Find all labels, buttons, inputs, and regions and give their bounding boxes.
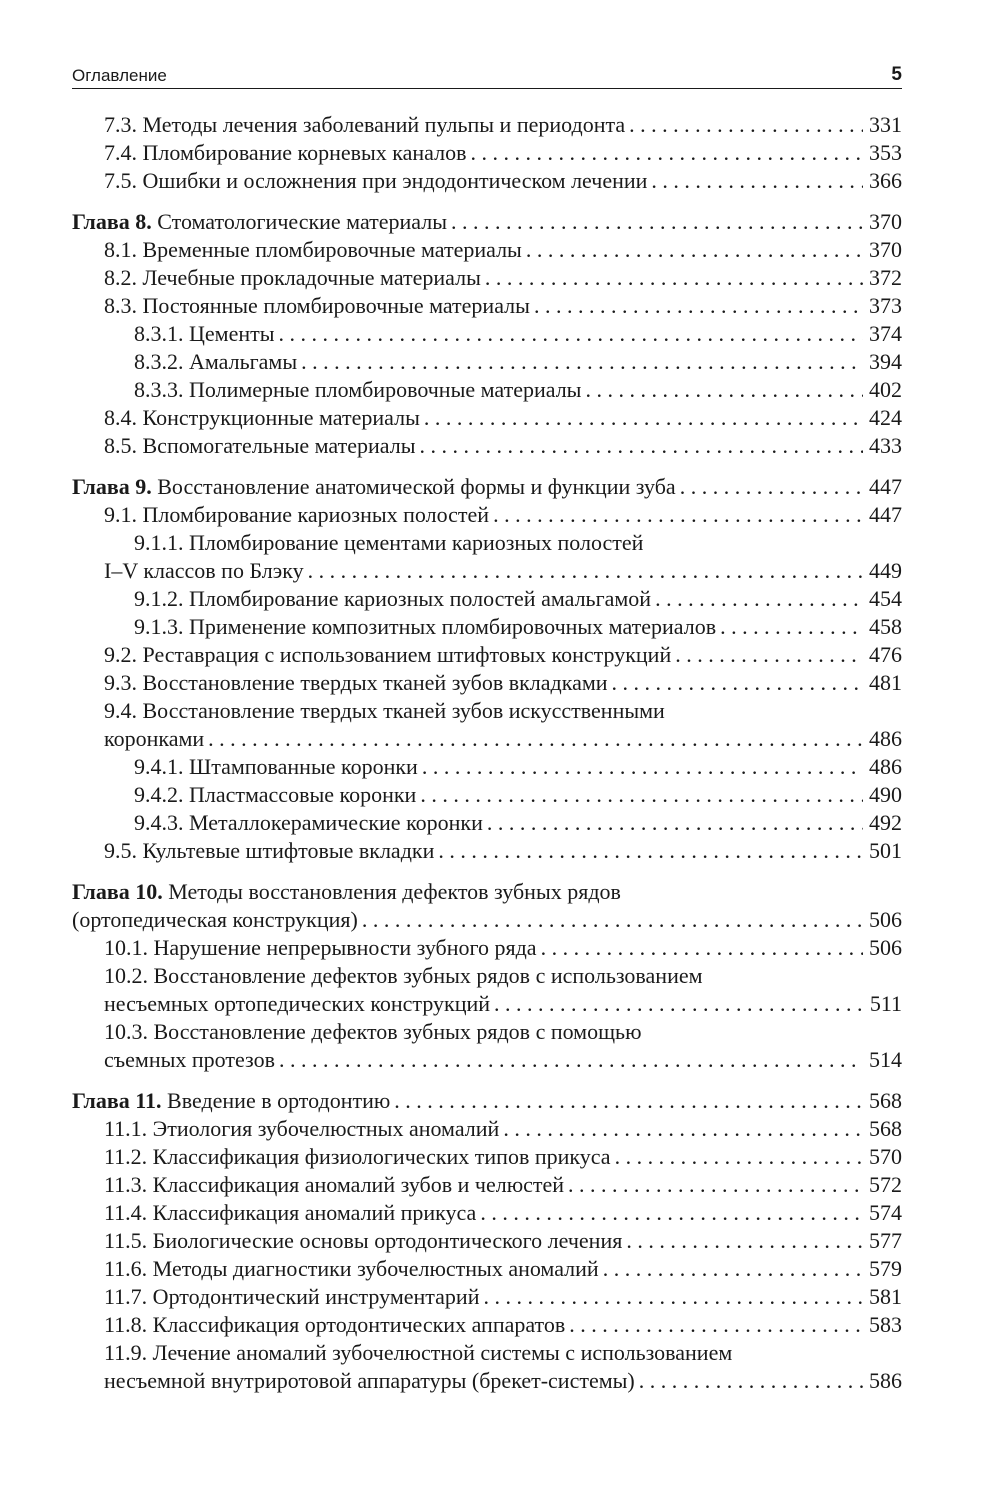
entry-page: 583 (869, 1312, 902, 1337)
entry-page: 366 (869, 168, 902, 193)
toc-entry[interactable] (72, 1171, 902, 1199)
entry-title: 8.5. Вспомогательные материалы (104, 433, 416, 458)
entry-title: 9.4.2. Пластмассовые коронки (134, 782, 417, 807)
entry-page: 424 (869, 405, 902, 430)
entry-page: 486 (869, 754, 902, 779)
entry-page: 586 (869, 1368, 902, 1393)
toc-chapter-entry[interactable] (72, 906, 902, 934)
toc-entry[interactable] (72, 557, 902, 585)
dot-leader (615, 1143, 863, 1171)
dot-leader (279, 1046, 863, 1074)
entry-title: 9.1.2. Пломбирование кариозных полостей амальгамой (134, 586, 652, 611)
entry-page: 402 (869, 377, 902, 402)
entry-title: 8.2. Лечебные прокладочные материалы (104, 265, 481, 290)
dot-leader (629, 111, 863, 139)
toc-entry[interactable] (72, 1046, 902, 1074)
entry-page: 568 (869, 1116, 902, 1141)
entry-page: 506 (869, 907, 902, 932)
entry-page: 394 (869, 349, 902, 374)
entry-title: 8.3.2. Амальгамы (134, 349, 298, 374)
toc-entry[interactable] (72, 669, 902, 697)
book-page (72, 60, 902, 1395)
entry-title: 9.1.3. Применение композитных пломбировочных материалов (134, 614, 717, 639)
toc-entry[interactable] (72, 585, 902, 613)
entry-page: 373 (869, 293, 902, 318)
entry-title: 8.3.3. Полимерные пломбировочные материалы (134, 377, 582, 402)
toc-entry[interactable] (72, 1283, 902, 1311)
dot-leader (541, 934, 863, 962)
toc-group-chapter-7 (72, 111, 902, 195)
toc-entry[interactable] (72, 753, 902, 781)
dot-leader (526, 236, 863, 264)
entry-title-line[interactable]: 10.2. Восстановление дефектов зубных рядов с использованием (104, 963, 703, 988)
toc-entry[interactable] (72, 837, 902, 865)
toc-entry[interactable] (72, 1227, 902, 1255)
entry-page: 501 (869, 838, 902, 863)
entry-page: 449 (869, 558, 902, 583)
dot-leader (483, 1283, 863, 1311)
entry-page: 454 (869, 586, 902, 611)
entry-title: 9.3. Восстановление твердых тканей зубов вкладками (104, 670, 608, 695)
entry-page: 572 (869, 1172, 902, 1197)
toc-entry[interactable] (72, 613, 902, 641)
entry-title: 7.3. Методы лечения заболеваний пульпы и периодонта (104, 112, 626, 137)
entry-title: съемных протезов (104, 1047, 275, 1072)
dot-leader (626, 1227, 863, 1255)
dot-leader (419, 432, 863, 460)
dot-leader (208, 725, 863, 753)
entry-page: 476 (869, 642, 902, 667)
toc-entry[interactable] (72, 167, 902, 195)
chapter-label: Глава 8. (72, 209, 152, 234)
toc-entry[interactable] (72, 781, 902, 809)
entry-title: 11.4. Классификация аномалий прикуса (104, 1200, 477, 1225)
dot-leader (675, 641, 863, 669)
chapter-label: Глава 11. (72, 1088, 162, 1113)
dot-leader (308, 557, 863, 585)
toc-entry[interactable] (72, 1255, 902, 1283)
entry-page: 506 (869, 935, 902, 960)
chapter-title: Восстановление анатомической формы и функции зуба (157, 474, 676, 499)
entry-title-line[interactable]: 9.4. Восстановление твердых тканей зубов искусственными (104, 698, 665, 723)
entry-title: 9.1. Пломбирование кариозных полостей (104, 502, 490, 527)
entry-page: 490 (869, 782, 902, 807)
entry-page: 568 (869, 1088, 902, 1113)
toc-entry[interactable] (72, 1311, 902, 1339)
entry-title: несъемной внутриротовой аппаратуры (брекет-системы) (104, 1368, 635, 1393)
chapter-title: Стоматологические материалы (157, 209, 448, 234)
chapter-heading (72, 1087, 390, 1115)
toc-entry[interactable] (72, 990, 902, 1018)
entry-page: 370 (869, 237, 902, 262)
entry-page: 374 (869, 321, 902, 346)
dot-leader (422, 753, 863, 781)
entry-title: I–V классов по Блэку (104, 558, 304, 583)
dot-leader (494, 990, 864, 1018)
chapter-label: Глава 9. (72, 474, 152, 499)
dot-leader (569, 1311, 863, 1339)
entry-page: 574 (869, 1200, 902, 1225)
entry-page: 570 (869, 1144, 902, 1169)
entry-title: 9.2. Реставрация с использованием штифтовых конструкций (104, 642, 672, 667)
toc-entry[interactable] (72, 934, 902, 962)
dot-leader (424, 404, 863, 432)
dot-leader (503, 1115, 863, 1143)
entry-title: 11.2. Классификация физиологических типов прикуса (104, 1144, 611, 1169)
entry-title-line[interactable]: 9.1.1. Пломбирование цементами кариозных полостей (134, 530, 644, 555)
toc-chapter-entry[interactable] (72, 1087, 902, 1115)
toc-entry[interactable] (72, 1115, 902, 1143)
toc-chapter-entry[interactable] (72, 208, 902, 236)
entry-page: 372 (869, 265, 902, 290)
dot-leader (612, 669, 863, 697)
chapter-title: Методы восстановления дефектов зубных рядов (168, 879, 621, 904)
entry-title: 8.1. Временные пломбировочные материалы (104, 237, 522, 262)
dot-leader (301, 348, 863, 376)
chapter-title-continuation: (ортопедическая конструкция) (72, 907, 358, 932)
entry-title: 10.1. Нарушение непрерывности зубного ряда (104, 935, 537, 960)
dot-leader (568, 1171, 863, 1199)
entry-page: 492 (869, 810, 902, 835)
toc-group-chapter-10 (72, 878, 902, 1074)
toc-entry[interactable] (72, 236, 902, 264)
dot-leader (362, 906, 863, 934)
entry-page: 370 (869, 209, 902, 234)
entry-page: 458 (869, 614, 902, 639)
toc-entry[interactable] (72, 809, 902, 837)
dot-leader (451, 208, 863, 236)
entry-title: 8.3.1. Цементы (134, 321, 275, 346)
dot-leader (655, 585, 863, 613)
entry-title: 11.1. Этиология зубочелюстных аномалий (104, 1116, 500, 1141)
toc-entry[interactable] (72, 501, 902, 529)
toc-group-chapter-8 (72, 208, 902, 460)
toc-group-chapter-9 (72, 473, 902, 865)
entry-page: 447 (869, 474, 902, 499)
chapter-title: Введение в ортодонтию (167, 1088, 391, 1113)
entry-title: 11.7. Ортодонтический инструментарий (104, 1284, 480, 1309)
toc-group-chapter-11 (72, 1087, 902, 1395)
dot-leader (394, 1087, 863, 1115)
entry-title: 7.4. Пломбирование корневых каналов (104, 140, 467, 165)
entry-page: 581 (869, 1284, 902, 1309)
dot-leader (493, 501, 863, 529)
chapter-label: Глава 10. (72, 879, 163, 904)
entry-title-line[interactable]: 11.9. Лечение аномалий зубочелюстной системы с использованием (104, 1340, 733, 1365)
toc-entry[interactable] (72, 348, 902, 376)
running-header (72, 60, 902, 89)
entry-page: 579 (869, 1256, 902, 1281)
entry-page: 481 (869, 670, 902, 695)
entry-title: 7.5. Ошибки и осложнения при эндодонтическом лечении (104, 168, 648, 193)
entry-title: 9.5. Культевые штифтовые вкладки (104, 838, 435, 863)
dot-leader (639, 1367, 863, 1395)
dot-leader (279, 320, 863, 348)
dot-leader (485, 264, 863, 292)
toc-entry[interactable] (72, 320, 902, 348)
dot-leader (471, 139, 863, 167)
entry-title: 11.6. Методы диагностики зубочелюстных аномалий (104, 1256, 599, 1281)
dot-leader (438, 837, 863, 865)
toc-entry[interactable] (72, 1143, 902, 1171)
toc-chapter-entry[interactable] (72, 473, 902, 501)
entry-title: несъемных ортопедических конструкций (104, 991, 491, 1016)
chapter-heading-line[interactable] (72, 878, 902, 906)
toc-entry[interactable] (72, 376, 902, 404)
toc-entry[interactable] (72, 139, 902, 167)
page-number: 5 (891, 64, 902, 85)
entry-page: 514 (869, 1047, 902, 1072)
dot-leader (585, 376, 863, 404)
section-title: Оглавление (72, 66, 167, 85)
dot-leader (603, 1255, 863, 1283)
entry-title: 11.5. Биологические основы ортодонтического лечения (104, 1228, 623, 1253)
toc-entry[interactable] (72, 725, 902, 753)
entry-title: 11.3. Классификация аномалий зубов и челюстей (104, 1172, 565, 1197)
entry-page: 447 (869, 502, 902, 527)
entry-title: 8.3. Постоянные пломбировочные материалы (104, 293, 530, 318)
entry-title-line[interactable]: 10.3. Восстановление дефектов зубных рядов с помощью (104, 1019, 642, 1044)
dot-leader (487, 809, 863, 837)
dot-leader (651, 167, 863, 195)
dot-leader (680, 473, 863, 501)
entry-title: коронками (104, 726, 205, 751)
dot-leader (420, 781, 863, 809)
toc-entry[interactable] (72, 404, 902, 432)
toc-entry[interactable] (72, 264, 902, 292)
entry-title: 8.4. Конструкционные материалы (104, 405, 420, 430)
toc-entry[interactable] (72, 1199, 902, 1227)
entry-title: 9.4.3. Металлокерамические коронки (134, 810, 483, 835)
entry-page: 577 (869, 1228, 902, 1253)
entry-title: 9.4.1. Штампованные коронки (134, 754, 418, 779)
entry-page: 511 (869, 991, 902, 1016)
entry-title: 11.8. Классификация ортодонтических аппаратов (104, 1312, 566, 1337)
entry-page: 486 (869, 726, 902, 751)
entry-page: 353 (869, 140, 902, 165)
table-of-contents (72, 111, 902, 1395)
chapter-heading (72, 208, 447, 236)
dot-leader (480, 1199, 863, 1227)
dot-leader (720, 613, 863, 641)
entry-page: 433 (869, 433, 902, 458)
toc-entry[interactable] (72, 292, 902, 320)
toc-entry[interactable] (72, 641, 902, 669)
chapter-heading (72, 473, 676, 501)
dot-leader (534, 292, 863, 320)
entry-page: 331 (869, 112, 902, 137)
toc-entry[interactable] (72, 1367, 902, 1395)
toc-entry[interactable] (72, 111, 902, 139)
toc-entry[interactable] (72, 432, 902, 460)
